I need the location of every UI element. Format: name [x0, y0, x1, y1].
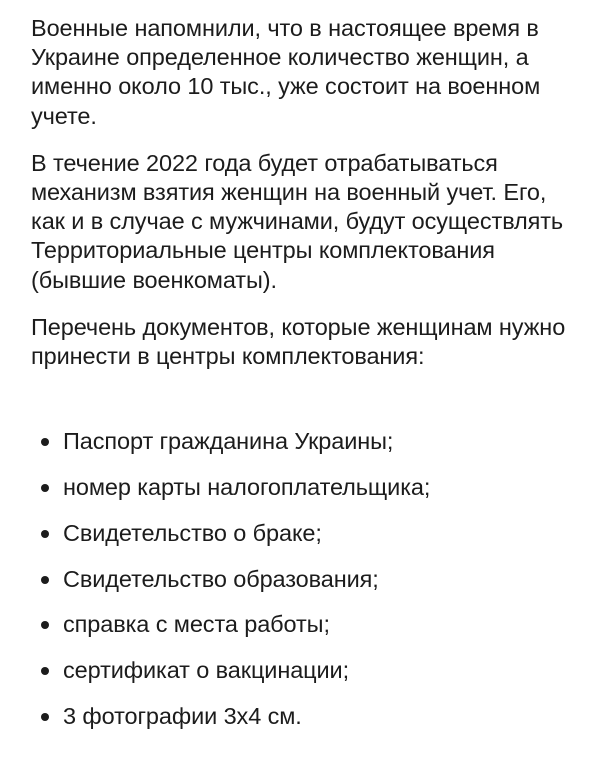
list-item-text: 3 фотографии 3х4 см. [63, 703, 302, 730]
list-item-text: справка с места работы; [63, 611, 330, 638]
list-item [31, 656, 582, 702]
bullet-dot-icon [41, 484, 49, 492]
paragraph-documents-intro: Перечень документов, которые женщинам нужно принести в центры комплектования: [31, 313, 566, 370]
bullet-dot-icon [41, 667, 49, 675]
list-item [31, 519, 582, 565]
bullet-dot-icon [41, 530, 49, 538]
bullet-dot-icon [41, 621, 49, 629]
list-item-text: Паспорт гражданина Украины; [63, 428, 394, 455]
list-item-text: Свидетельство образования; [63, 565, 379, 592]
list-item-text: Свидетельство о браке; [63, 519, 322, 546]
paragraph-military-registration: Военные напомнили, что в настоящее время в Украине определенное количество женщин, а именно около 10 тыс., уже состоит на военном учете. [31, 15, 541, 129]
list-item-text: номер карты налогоплательщика; [63, 474, 431, 501]
paragraph-registration-mechanism: В течение 2022 года будет отрабатываться механизм взятия женщин на военный учет. Его, как и в случае с мужчинами, будут осуществлять Территориальные центры комплектования (бывшие военкоматы). [31, 149, 564, 293]
list-item [31, 702, 582, 748]
bullet-dot-icon [41, 438, 49, 446]
list-item-text: сертификат о вакцинации; [63, 657, 350, 684]
bullet-dot-icon [41, 576, 49, 584]
list-item [31, 565, 582, 611]
bullet-dot-icon [41, 713, 49, 721]
spacer [31, 389, 582, 427]
documents-list [31, 427, 582, 748]
list-item [31, 610, 582, 656]
list-item [31, 427, 582, 473]
list-item [31, 473, 582, 519]
